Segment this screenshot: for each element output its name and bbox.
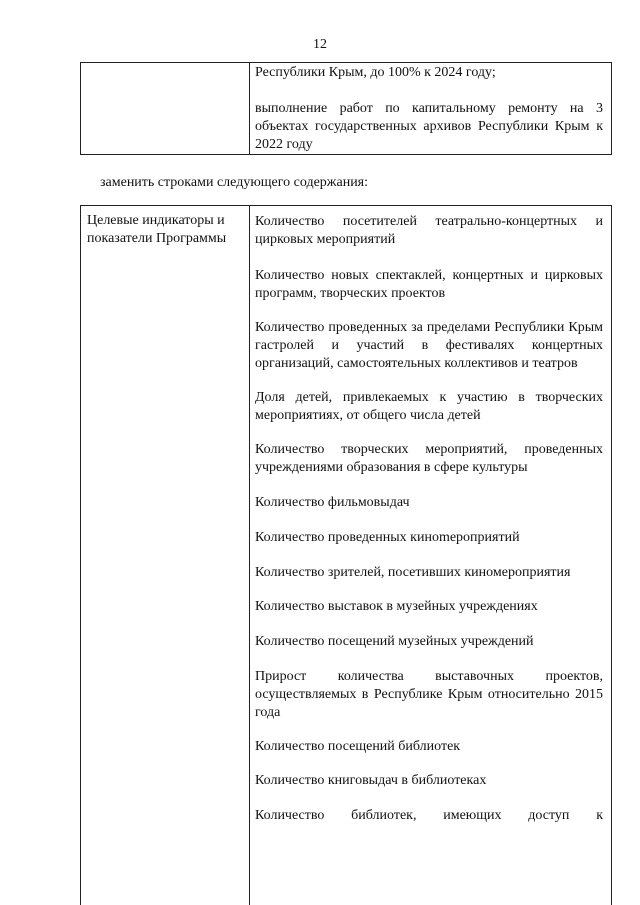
indicator-item: Прирост количества выставочных проектов, осуществляемых в Республике Крым относительно 2015 года (255, 669, 603, 720)
replacement-instruction: заменить строками следующего содержания: (100, 175, 369, 190)
indicator-item: Количество зрителей, посетивших киномероприятия (255, 565, 571, 580)
column-divider (249, 206, 250, 905)
previous-table-paragraph: Республики Крым, до 100% к 2024 году; (255, 65, 496, 80)
indicator-item: Количество посетителей театрально-концертных и цирковых мероприятий (255, 214, 603, 247)
indicator-item: Количество проведенных за пределами Республики Крым гастролей и участий в фестивалях концертных организаций, самостоятельных коллективов и театров (255, 320, 603, 371)
indicator-item: Количество новых спектаклей, концертных и цирковых программ, творческих проектов (255, 268, 603, 301)
indicator-item: Количество библиотек, имеющих доступ к (255, 808, 603, 823)
indicator-item: Количество фильмовыдач (255, 495, 410, 510)
indicators-table-header: Целевые индикаторы и показатели Программы (87, 213, 227, 246)
page-number: 12 (313, 37, 327, 52)
indicators-table (80, 205, 612, 905)
indicator-item: Доля детей, привлекаемых к участию в творческих мероприятиях, от общего числа детей (255, 390, 603, 423)
previous-table-paragraph: выполнение работ по капитальному ремонту на 3 объектах государственных архивов Республики Крым к 2022 году (255, 101, 603, 152)
indicator-item: Количество посещений музейных учреждений (255, 634, 534, 649)
previous-table-fragment (80, 62, 612, 155)
indicator-item: Количество проведенных кинomероприятий (255, 530, 520, 545)
indicator-item: Количество посещений библиотек (255, 739, 461, 754)
indicator-item: Количество творческих мероприятий, проведенных учреждениями образования в сфере культуры (255, 442, 603, 475)
indicator-item: Количество книговыдач в библиотеках (255, 773, 487, 788)
indicator-item: Количество выставок в музейных учреждениях (255, 599, 538, 614)
column-divider (249, 63, 250, 154)
